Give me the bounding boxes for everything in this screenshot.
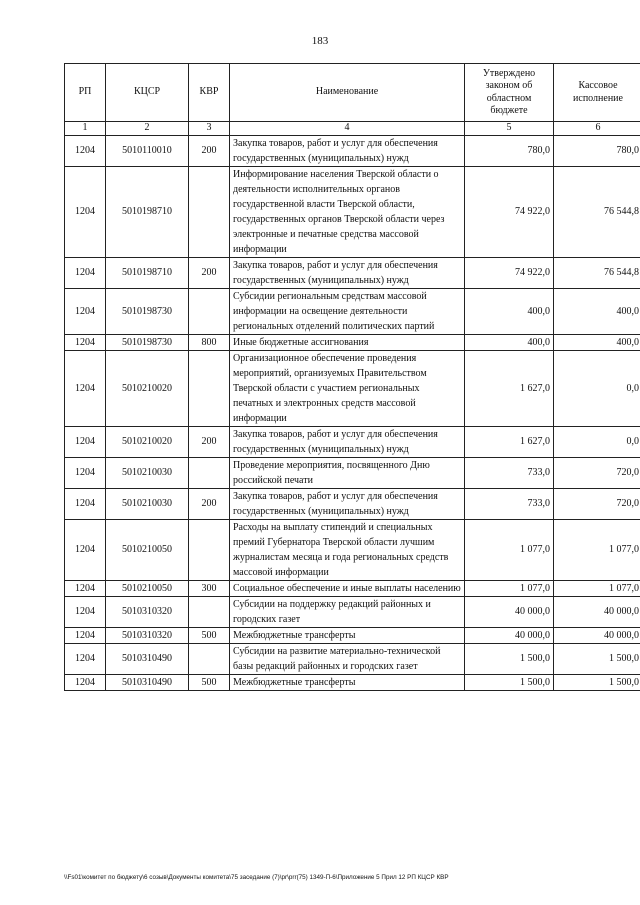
cell-kcsr: 5010198710 xyxy=(106,166,189,257)
header-rp: РП xyxy=(65,64,106,122)
cell-kvr: 200 xyxy=(189,426,230,457)
cell-plan: 1 077,0 xyxy=(465,580,554,596)
cell-plan: 74 922,0 xyxy=(465,257,554,288)
cell-plan: 1 500,0 xyxy=(465,674,554,690)
header-name: Наименование xyxy=(230,64,465,122)
cell-name: Информирование населения Тверской области о деятельности исполнительных органов государственной власти Тверской области, государственных органов Тверской области через электронные и печатные средства массовой информации xyxy=(230,166,465,257)
column-number: 5 xyxy=(465,122,554,136)
cell-rp: 1204 xyxy=(65,257,106,288)
cell-kvr: 800 xyxy=(189,334,230,350)
table-row xyxy=(65,674,640,690)
cell-kvr xyxy=(189,519,230,580)
cell-exec: 0,0 xyxy=(554,426,640,457)
table-row xyxy=(65,334,640,350)
cell-plan: 733,0 xyxy=(465,457,554,488)
cell-name: Субсидии на поддержку редакций районных и городских газет xyxy=(230,596,465,627)
cell-kvr: 200 xyxy=(189,135,230,166)
column-number: 2 xyxy=(106,122,189,136)
cell-rp: 1204 xyxy=(65,643,106,674)
cell-exec: 1 077,0 xyxy=(554,519,640,580)
cell-rp: 1204 xyxy=(65,457,106,488)
cell-rp: 1204 xyxy=(65,135,106,166)
cell-kvr xyxy=(189,643,230,674)
table-row xyxy=(65,288,640,334)
column-number: 3 xyxy=(189,122,230,136)
cell-name: Расходы на выплату стипендий и специальных премий Губернатора Тверской области лучшим журналистам месяца и года региональных средств массовой информации xyxy=(230,519,465,580)
cell-exec: 780,0 xyxy=(554,135,640,166)
cell-exec: 76 544,8 xyxy=(554,166,640,257)
cell-name: Субсидии региональным средствам массовой информации на освещение деятельности региональных отделений политических партий xyxy=(230,288,465,334)
cell-rp: 1204 xyxy=(65,596,106,627)
cell-kcsr: 5010210020 xyxy=(106,350,189,426)
column-number: 4 xyxy=(230,122,465,136)
table-row xyxy=(65,596,640,627)
cell-kcsr: 5010210030 xyxy=(106,488,189,519)
cell-kcsr: 5010210030 xyxy=(106,457,189,488)
table-body xyxy=(65,135,640,690)
cell-kvr: 500 xyxy=(189,627,230,643)
cell-rp: 1204 xyxy=(65,580,106,596)
cell-kcsr: 5010198730 xyxy=(106,288,189,334)
cell-rp: 1204 xyxy=(65,519,106,580)
table-row xyxy=(65,257,640,288)
cell-kvr xyxy=(189,457,230,488)
cell-kcsr: 5010310490 xyxy=(106,643,189,674)
table-row xyxy=(65,580,640,596)
table-row xyxy=(65,350,640,426)
cell-name: Закупка товаров, работ и услуг для обеспечения государственных (муниципальных) нужд xyxy=(230,426,465,457)
column-number-row xyxy=(65,122,640,136)
cell-name: Закупка товаров, работ и услуг для обеспечения государственных (муниципальных) нужд xyxy=(230,488,465,519)
cell-kvr: 200 xyxy=(189,257,230,288)
header-plan: Утверждено законом об областном бюджете xyxy=(465,64,554,122)
cell-kcsr: 5010198730 xyxy=(106,334,189,350)
cell-kvr: 500 xyxy=(189,674,230,690)
cell-kvr: 200 xyxy=(189,488,230,519)
cell-exec: 400,0 xyxy=(554,334,640,350)
table-row xyxy=(65,643,640,674)
cell-plan: 40 000,0 xyxy=(465,627,554,643)
cell-kvr xyxy=(189,596,230,627)
cell-kvr: 300 xyxy=(189,580,230,596)
cell-rp: 1204 xyxy=(65,288,106,334)
cell-plan: 74 922,0 xyxy=(465,166,554,257)
table-row xyxy=(65,457,640,488)
table-row xyxy=(65,488,640,519)
cell-name: Межбюджетные трансферты xyxy=(230,627,465,643)
cell-name: Организационное обеспечение проведения мероприятий, организуемых Правительством Тверской области с участием региональных печатных и электронных средств массовой информации xyxy=(230,350,465,426)
table-row xyxy=(65,426,640,457)
cell-plan: 1 627,0 xyxy=(465,350,554,426)
cell-kcsr: 5010110010 xyxy=(106,135,189,166)
cell-kvr xyxy=(189,350,230,426)
cell-name: Субсидии на развитие материально-технической базы редакций районных и городских газет xyxy=(230,643,465,674)
cell-rp: 1204 xyxy=(65,627,106,643)
cell-plan: 400,0 xyxy=(465,288,554,334)
cell-plan: 1 627,0 xyxy=(465,426,554,457)
budget-table xyxy=(64,63,640,691)
cell-exec: 720,0 xyxy=(554,488,640,519)
cell-name: Закупка товаров, работ и услуг для обеспечения государственных (муниципальных) нужд xyxy=(230,135,465,166)
cell-plan: 1 077,0 xyxy=(465,519,554,580)
cell-exec: 40 000,0 xyxy=(554,627,640,643)
cell-rp: 1204 xyxy=(65,674,106,690)
table-row xyxy=(65,627,640,643)
cell-kcsr: 5010310320 xyxy=(106,596,189,627)
cell-exec: 720,0 xyxy=(554,457,640,488)
cell-exec: 76 544,8 xyxy=(554,257,640,288)
cell-kcsr: 5010210050 xyxy=(106,580,189,596)
cell-kcsr: 5010310490 xyxy=(106,674,189,690)
cell-name: Иные бюджетные ассигнования xyxy=(230,334,465,350)
column-number: 6 xyxy=(554,122,640,136)
cell-kcsr: 5010198710 xyxy=(106,257,189,288)
cell-exec: 1 500,0 xyxy=(554,674,640,690)
cell-kvr xyxy=(189,288,230,334)
cell-plan: 780,0 xyxy=(465,135,554,166)
cell-name: Закупка товаров, работ и услуг для обеспечения государственных (муниципальных) нужд xyxy=(230,257,465,288)
cell-exec: 40 000,0 xyxy=(554,596,640,627)
cell-plan: 733,0 xyxy=(465,488,554,519)
header-kcsr: КЦСР xyxy=(106,64,189,122)
table-row xyxy=(65,519,640,580)
cell-name: Межбюджетные трансферты xyxy=(230,674,465,690)
cell-rp: 1204 xyxy=(65,488,106,519)
cell-rp: 1204 xyxy=(65,166,106,257)
header-exec: Кассовое исполнение xyxy=(554,64,640,122)
cell-rp: 1204 xyxy=(65,426,106,457)
cell-exec: 1 500,0 xyxy=(554,643,640,674)
cell-plan: 1 500,0 xyxy=(465,643,554,674)
file-path-footer: \\Fs01\комитет по бюджету\6 созыв\Документы комитета\75 заседание (7)\pr\prr(75) 1349-П-6\Приложение 5 Прил 12 РП КЦСР КВР xyxy=(64,874,449,881)
header-kvr: КВР xyxy=(189,64,230,122)
cell-name: Проведение мероприятия, посвященного Дню российской печати xyxy=(230,457,465,488)
cell-kcsr: 5010310320 xyxy=(106,627,189,643)
cell-plan: 400,0 xyxy=(465,334,554,350)
cell-rp: 1204 xyxy=(65,334,106,350)
cell-kvr xyxy=(189,166,230,257)
cell-name: Социальное обеспечение и иные выплаты населению xyxy=(230,580,465,596)
page-number: 183 xyxy=(311,35,329,47)
cell-kcsr: 5010210020 xyxy=(106,426,189,457)
cell-kcsr: 5010210050 xyxy=(106,519,189,580)
table-row xyxy=(65,166,640,257)
cell-exec: 400,0 xyxy=(554,288,640,334)
cell-exec: 0,0 xyxy=(554,350,640,426)
cell-rp: 1204 xyxy=(65,350,106,426)
table-header xyxy=(65,64,640,136)
cell-plan: 40 000,0 xyxy=(465,596,554,627)
column-number: 1 xyxy=(65,122,106,136)
table-row xyxy=(65,135,640,166)
cell-exec: 1 077,0 xyxy=(554,580,640,596)
header-row xyxy=(65,64,640,122)
